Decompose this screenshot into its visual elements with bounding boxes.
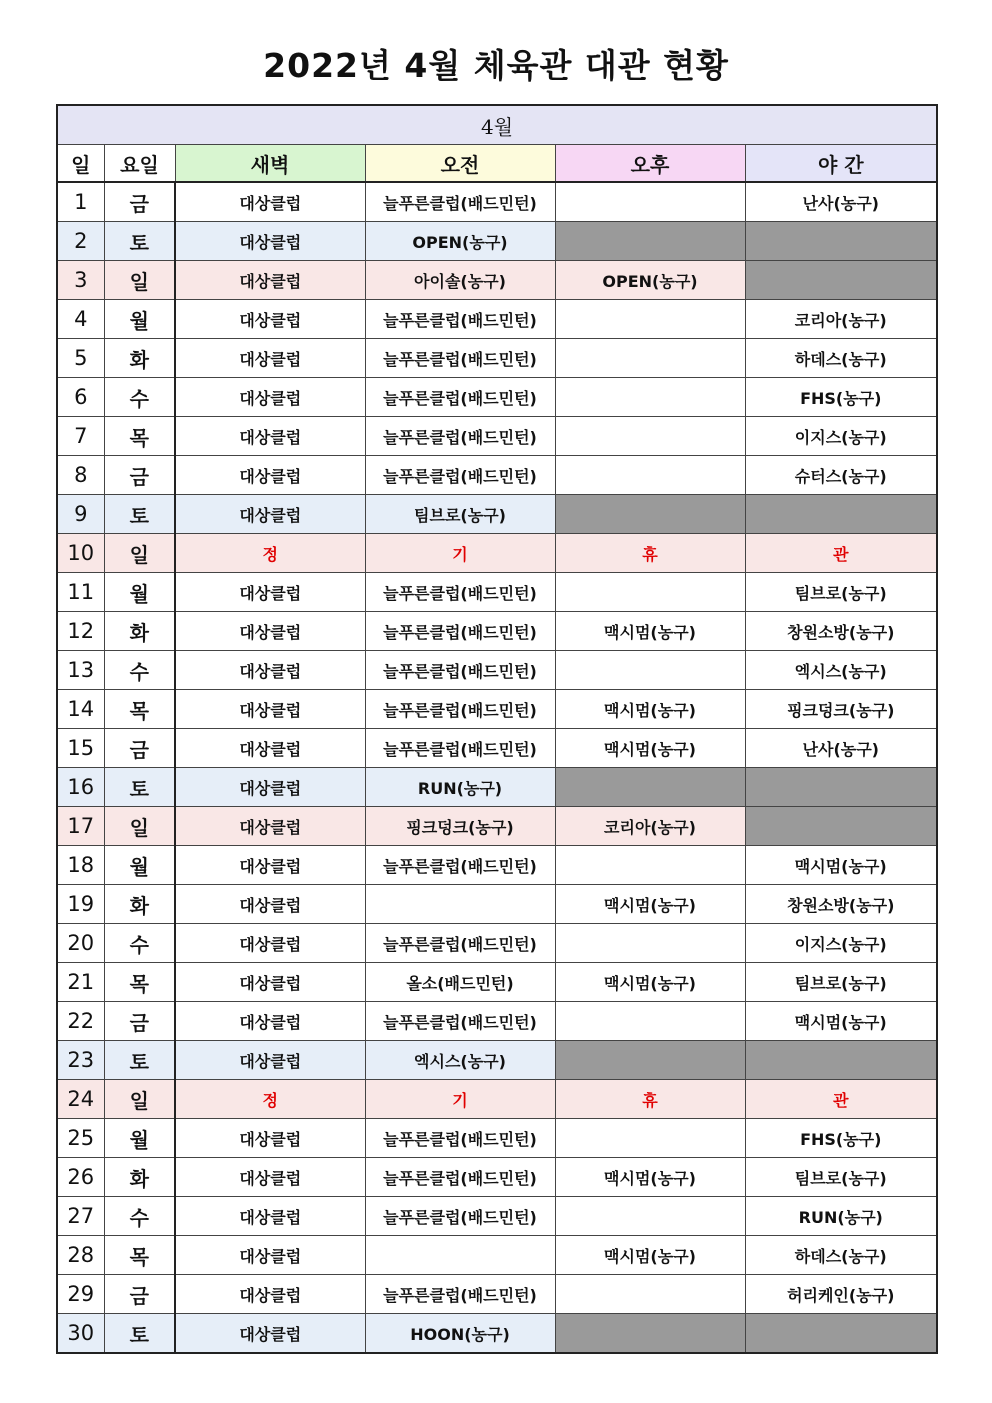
- night-slot-cell: [745, 222, 937, 261]
- night-slot-cell: [745, 1041, 937, 1080]
- afternoon-slot-cell: [555, 1041, 745, 1080]
- weekday-cell: 수: [104, 1197, 175, 1236]
- dawn-slot-cell: 대상클럽: [175, 339, 365, 378]
- dawn-slot-cell: 대상클럽: [175, 924, 365, 963]
- night-slot-cell: RUN(농구): [745, 1197, 937, 1236]
- morning-slot-cell: 늘푸른클럽(배드민턴): [365, 1119, 555, 1158]
- afternoon-slot-cell: 맥시멈(농구): [555, 1236, 745, 1275]
- dawn-slot-cell: 대상클럽: [175, 729, 365, 768]
- day-cell: 27: [57, 1197, 104, 1236]
- morning-slot-cell: 핑크덩크(농구): [365, 807, 555, 846]
- table-row: [57, 612, 937, 651]
- afternoon-slot-cell: [555, 417, 745, 456]
- afternoon-slot-cell: OPEN(농구): [555, 261, 745, 300]
- dawn-slot-cell: 대상클럽: [175, 1002, 365, 1041]
- table-row: [57, 573, 937, 612]
- dawn-slot-cell: 대상클럽: [175, 1119, 365, 1158]
- afternoon-slot-cell: 맥시멈(농구): [555, 1158, 745, 1197]
- table-row: [57, 924, 937, 963]
- weekday-cell: 수: [104, 378, 175, 417]
- night-slot-cell: [745, 495, 937, 534]
- day-cell: 22: [57, 1002, 104, 1041]
- weekday-cell: 일: [104, 1080, 175, 1119]
- dawn-slot-cell: 대상클럽: [175, 456, 365, 495]
- night-slot-cell: 관: [745, 534, 937, 573]
- table-row: [57, 651, 937, 690]
- night-slot-cell: 하데스(농구): [745, 1236, 937, 1275]
- night-slot-cell: 팀브로(농구): [745, 1158, 937, 1197]
- night-slot-cell: 이지스(농구): [745, 417, 937, 456]
- day-cell: 11: [57, 573, 104, 612]
- afternoon-slot-cell: 맥시멈(농구): [555, 612, 745, 651]
- day-cell: 8: [57, 456, 104, 495]
- night-slot-cell: [745, 1314, 937, 1354]
- dawn-slot-cell: 대상클럽: [175, 612, 365, 651]
- table-row: [57, 182, 937, 222]
- night-slot-cell: 엑시스(농구): [745, 651, 937, 690]
- table-row: [57, 1041, 937, 1080]
- morning-slot-cell: 늘푸른클럽(배드민턴): [365, 182, 555, 222]
- table-row: [57, 417, 937, 456]
- day-cell: 2: [57, 222, 104, 261]
- weekday-cell: 금: [104, 729, 175, 768]
- weekday-cell: 금: [104, 456, 175, 495]
- morning-slot-cell: 늘푸른클럽(배드민턴): [365, 573, 555, 612]
- table-row: [57, 1158, 937, 1197]
- morning-slot-cell: 엑시스(농구): [365, 1041, 555, 1080]
- night-slot-cell: 코리아(농구): [745, 300, 937, 339]
- table-row: [57, 222, 937, 261]
- weekday-cell: 금: [104, 1275, 175, 1314]
- night-slot-cell: 핑크덩크(농구): [745, 690, 937, 729]
- afternoon-slot-cell: [555, 1197, 745, 1236]
- afternoon-slot-cell: 휴: [555, 1080, 745, 1119]
- table-row: [57, 690, 937, 729]
- morning-slot-cell: 늘푸른클럽(배드민턴): [365, 1158, 555, 1197]
- dawn-slot-cell: 대상클럽: [175, 261, 365, 300]
- morning-slot-cell: 늘푸른클럽(배드민턴): [365, 1197, 555, 1236]
- rental-schedule-table: [56, 104, 938, 1354]
- dawn-slot-cell: 정: [175, 534, 365, 573]
- night-slot-cell: 맥시멈(농구): [745, 846, 937, 885]
- table-row: [57, 456, 937, 495]
- day-cell: 15: [57, 729, 104, 768]
- weekday-cell: 월: [104, 1119, 175, 1158]
- weekday-cell: 목: [104, 690, 175, 729]
- afternoon-slot-cell: [555, 222, 745, 261]
- morning-slot-cell: [365, 1236, 555, 1275]
- morning-slot-cell: 늘푸른클럽(배드민턴): [365, 690, 555, 729]
- morning-slot-cell: 늘푸른클럽(배드민턴): [365, 1275, 555, 1314]
- dawn-slot-cell: 대상클럽: [175, 768, 365, 807]
- morning-slot-cell: 늘푸른클럽(배드민턴): [365, 1002, 555, 1041]
- dawn-slot-cell: 대상클럽: [175, 1236, 365, 1275]
- day-cell: 29: [57, 1275, 104, 1314]
- table-row: [57, 1080, 937, 1119]
- weekday-cell: 토: [104, 768, 175, 807]
- table-row: [57, 885, 937, 924]
- afternoon-slot-cell: 맥시멈(농구): [555, 729, 745, 768]
- day-cell: 30: [57, 1314, 104, 1354]
- table-row: [57, 1119, 937, 1158]
- morning-slot-cell: [365, 885, 555, 924]
- night-slot-cell: 허리케인(농구): [745, 1275, 937, 1314]
- afternoon-slot-cell: [555, 846, 745, 885]
- night-slot-cell: 난사(농구): [745, 729, 937, 768]
- day-cell: 24: [57, 1080, 104, 1119]
- day-cell: 10: [57, 534, 104, 573]
- dawn-slot-cell: 대상클럽: [175, 846, 365, 885]
- day-cell: 13: [57, 651, 104, 690]
- night-slot-cell: 이지스(농구): [745, 924, 937, 963]
- day-cell: 17: [57, 807, 104, 846]
- day-cell: 19: [57, 885, 104, 924]
- afternoon-slot-cell: [555, 1314, 745, 1354]
- day-cell: 18: [57, 846, 104, 885]
- column-header-day: 일: [57, 145, 104, 183]
- dawn-slot-cell: 대상클럽: [175, 1197, 365, 1236]
- dawn-slot-cell: 대상클럽: [175, 495, 365, 534]
- weekday-cell: 토: [104, 222, 175, 261]
- morning-slot-cell: 기: [365, 534, 555, 573]
- dawn-slot-cell: 대상클럽: [175, 963, 365, 1002]
- afternoon-slot-cell: [555, 924, 745, 963]
- day-cell: 12: [57, 612, 104, 651]
- column-header-dawn: 새벽: [175, 145, 365, 183]
- column-header-afternoon: 오후: [555, 145, 745, 183]
- afternoon-slot-cell: [555, 1002, 745, 1041]
- weekday-cell: 월: [104, 573, 175, 612]
- afternoon-slot-cell: [555, 573, 745, 612]
- table-row: [57, 768, 937, 807]
- dawn-slot-cell: 대상클럽: [175, 378, 365, 417]
- day-cell: 21: [57, 963, 104, 1002]
- weekday-cell: 목: [104, 963, 175, 1002]
- weekday-cell: 월: [104, 846, 175, 885]
- night-slot-cell: FHS(농구): [745, 378, 937, 417]
- morning-slot-cell: 늘푸른클럽(배드민턴): [365, 846, 555, 885]
- weekday-cell: 수: [104, 651, 175, 690]
- morning-slot-cell: 늘푸른클럽(배드민턴): [365, 378, 555, 417]
- afternoon-slot-cell: 맥시멈(농구): [555, 963, 745, 1002]
- afternoon-slot-cell: [555, 339, 745, 378]
- weekday-cell: 금: [104, 182, 175, 222]
- table-row: [57, 261, 937, 300]
- dawn-slot-cell: 대상클럽: [175, 182, 365, 222]
- dawn-slot-cell: 대상클럽: [175, 300, 365, 339]
- day-cell: 26: [57, 1158, 104, 1197]
- table-row: [57, 1275, 937, 1314]
- dawn-slot-cell: 대상클럽: [175, 417, 365, 456]
- night-slot-cell: 관: [745, 1080, 937, 1119]
- morning-slot-cell: 늘푸른클럽(배드민턴): [365, 339, 555, 378]
- weekday-cell: 일: [104, 261, 175, 300]
- afternoon-slot-cell: [555, 300, 745, 339]
- weekday-cell: 수: [104, 924, 175, 963]
- day-cell: 7: [57, 417, 104, 456]
- night-slot-cell: 하데스(농구): [745, 339, 937, 378]
- column-header-weekday: 요일: [104, 145, 175, 183]
- morning-slot-cell: 올소(배드민턴): [365, 963, 555, 1002]
- weekday-cell: 금: [104, 1002, 175, 1041]
- dawn-slot-cell: 대상클럽: [175, 1314, 365, 1354]
- page-title: 2022년 4월 체육관 대관 현황: [263, 46, 729, 85]
- weekday-cell: 토: [104, 495, 175, 534]
- dawn-slot-cell: 대상클럽: [175, 1158, 365, 1197]
- dawn-slot-cell: 대상클럽: [175, 222, 365, 261]
- weekday-cell: 화: [104, 339, 175, 378]
- morning-slot-cell: RUN(농구): [365, 768, 555, 807]
- night-slot-cell: 창원소방(농구): [745, 885, 937, 924]
- morning-slot-cell: 늘푸른클럽(배드민턴): [365, 612, 555, 651]
- night-slot-cell: [745, 261, 937, 300]
- morning-slot-cell: 늘푸른클럽(배드민턴): [365, 456, 555, 495]
- morning-slot-cell: 늘푸른클럽(배드민턴): [365, 729, 555, 768]
- table-row: [57, 1002, 937, 1041]
- day-cell: 16: [57, 768, 104, 807]
- dawn-slot-cell: 대상클럽: [175, 1275, 365, 1314]
- afternoon-slot-cell: [555, 1275, 745, 1314]
- morning-slot-cell: 아이솔(농구): [365, 261, 555, 300]
- column-header-morning: 오전: [365, 145, 555, 183]
- table-row: [57, 339, 937, 378]
- afternoon-slot-cell: [555, 651, 745, 690]
- night-slot-cell: 슈터스(농구): [745, 456, 937, 495]
- night-slot-cell: FHS(농구): [745, 1119, 937, 1158]
- table-row: [57, 846, 937, 885]
- day-cell: 4: [57, 300, 104, 339]
- weekday-cell: 화: [104, 885, 175, 924]
- weekday-cell: 목: [104, 417, 175, 456]
- dawn-slot-cell: 정: [175, 1080, 365, 1119]
- day-cell: 20: [57, 924, 104, 963]
- dawn-slot-cell: 대상클럽: [175, 1041, 365, 1080]
- afternoon-slot-cell: [555, 768, 745, 807]
- dawn-slot-cell: 대상클럽: [175, 885, 365, 924]
- weekday-cell: 토: [104, 1041, 175, 1080]
- night-slot-cell: [745, 768, 937, 807]
- weekday-cell: 월: [104, 300, 175, 339]
- table-row: [57, 300, 937, 339]
- morning-slot-cell: 늘푸른클럽(배드민턴): [365, 924, 555, 963]
- table-row: [57, 495, 937, 534]
- day-cell: 28: [57, 1236, 104, 1275]
- day-cell: 25: [57, 1119, 104, 1158]
- weekday-cell: 일: [104, 534, 175, 573]
- night-slot-cell: 창원소방(농구): [745, 612, 937, 651]
- day-cell: 23: [57, 1041, 104, 1080]
- morning-slot-cell: OPEN(농구): [365, 222, 555, 261]
- morning-slot-cell: HOON(농구): [365, 1314, 555, 1354]
- day-cell: 14: [57, 690, 104, 729]
- table-row: [57, 807, 937, 846]
- afternoon-slot-cell: 맥시멈(농구): [555, 690, 745, 729]
- weekday-cell: 목: [104, 1236, 175, 1275]
- dawn-slot-cell: 대상클럽: [175, 690, 365, 729]
- morning-slot-cell: 늘푸른클럽(배드민턴): [365, 651, 555, 690]
- table-row: [57, 963, 937, 1002]
- night-slot-cell: [745, 807, 937, 846]
- weekday-cell: 일: [104, 807, 175, 846]
- day-cell: 1: [57, 182, 104, 222]
- column-header-night: 야 간: [745, 145, 937, 183]
- day-cell: 3: [57, 261, 104, 300]
- afternoon-slot-cell: [555, 495, 745, 534]
- night-slot-cell: 맥시멈(농구): [745, 1002, 937, 1041]
- night-slot-cell: 팀브로(농구): [745, 963, 937, 1002]
- dawn-slot-cell: 대상클럽: [175, 807, 365, 846]
- table-row: [57, 1314, 937, 1354]
- day-cell: 5: [57, 339, 104, 378]
- afternoon-slot-cell: [555, 1119, 745, 1158]
- table-row: [57, 729, 937, 768]
- weekday-cell: 토: [104, 1314, 175, 1354]
- morning-slot-cell: 기: [365, 1080, 555, 1119]
- afternoon-slot-cell: 코리아(농구): [555, 807, 745, 846]
- table-row: [57, 1197, 937, 1236]
- afternoon-slot-cell: 휴: [555, 534, 745, 573]
- table-row: [57, 534, 937, 573]
- dawn-slot-cell: 대상클럽: [175, 651, 365, 690]
- afternoon-slot-cell: [555, 378, 745, 417]
- afternoon-slot-cell: [555, 456, 745, 495]
- day-cell: 6: [57, 378, 104, 417]
- month-header: 4월: [57, 105, 937, 145]
- table-row: [57, 1236, 937, 1275]
- afternoon-slot-cell: [555, 182, 745, 222]
- night-slot-cell: 팀브로(농구): [745, 573, 937, 612]
- table-row: [57, 378, 937, 417]
- dawn-slot-cell: 대상클럽: [175, 573, 365, 612]
- weekday-cell: 화: [104, 612, 175, 651]
- morning-slot-cell: 늘푸른클럽(배드민턴): [365, 300, 555, 339]
- weekday-cell: 화: [104, 1158, 175, 1197]
- morning-slot-cell: 팀브로(농구): [365, 495, 555, 534]
- night-slot-cell: 난사(농구): [745, 182, 937, 222]
- afternoon-slot-cell: 맥시멈(농구): [555, 885, 745, 924]
- day-cell: 9: [57, 495, 104, 534]
- morning-slot-cell: 늘푸른클럽(배드민턴): [365, 417, 555, 456]
